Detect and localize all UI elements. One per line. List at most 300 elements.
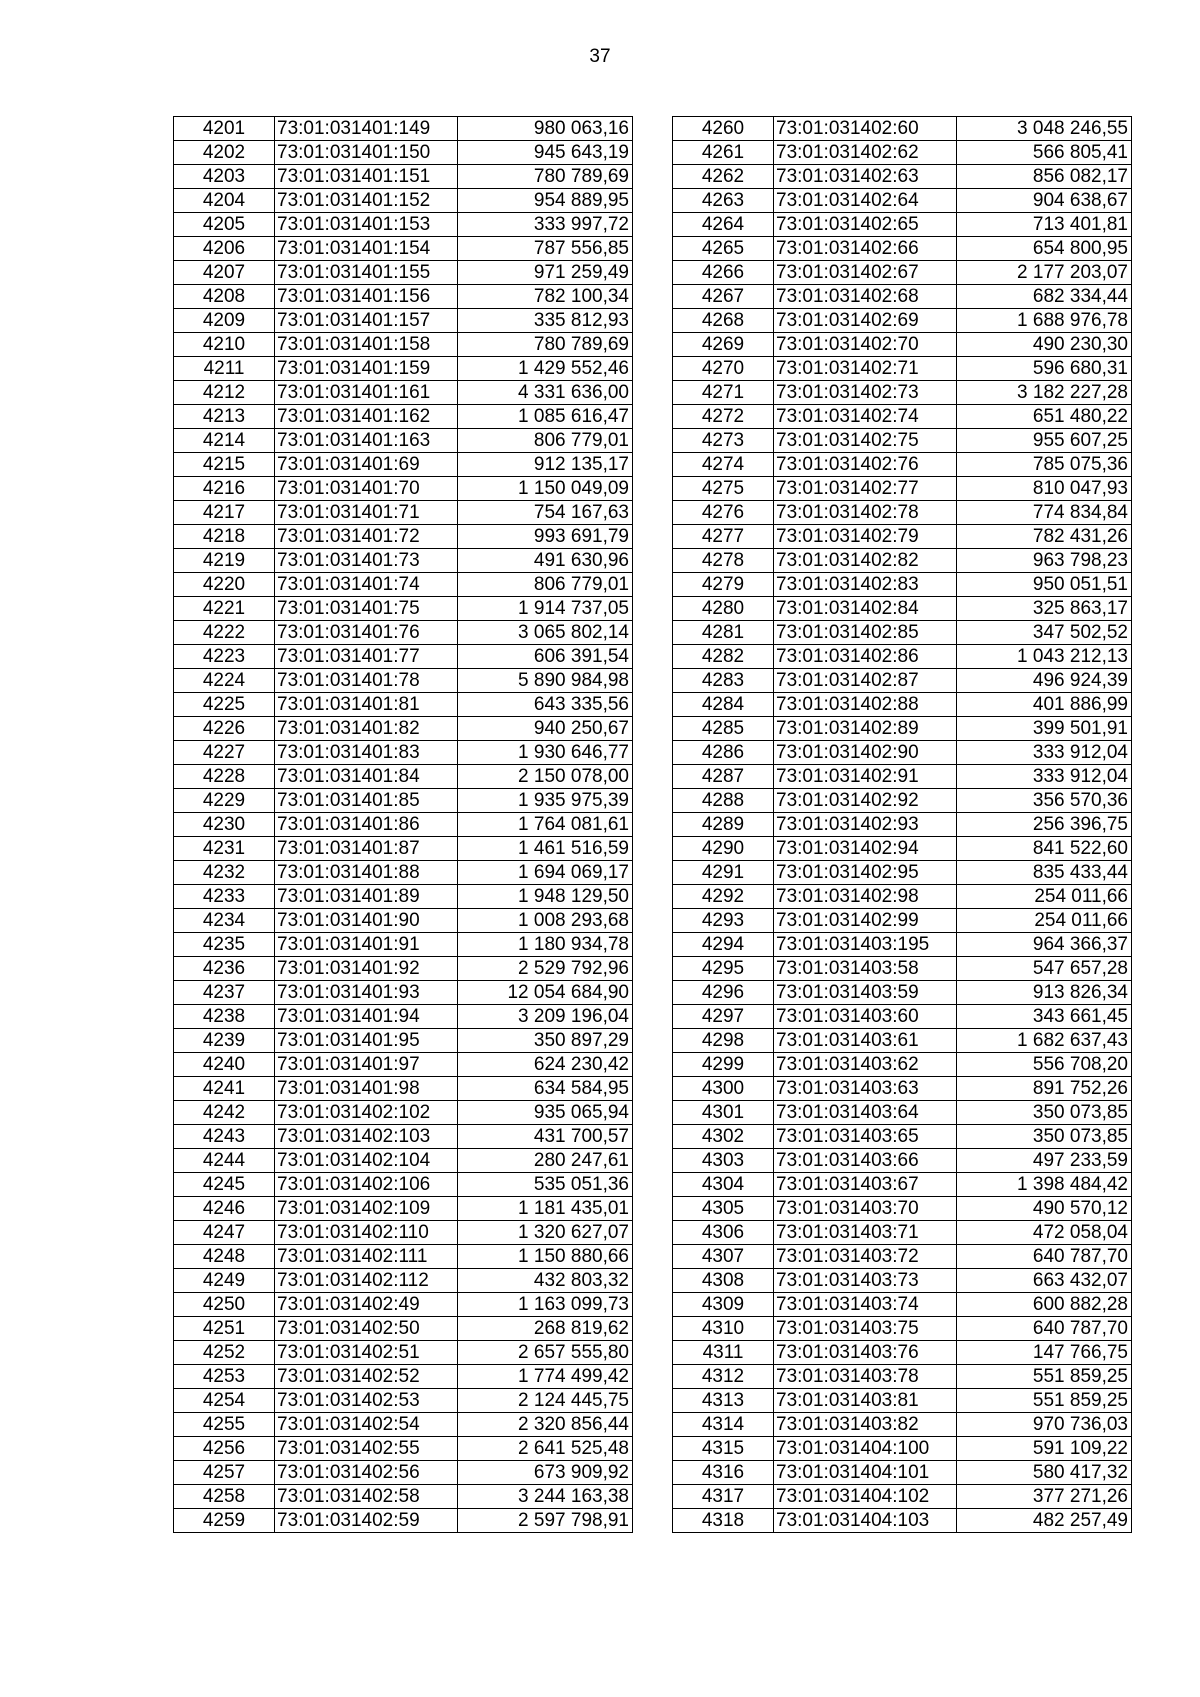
- cadastral-number: 73:01:031402:93: [774, 813, 957, 837]
- table-row: [673, 1317, 1132, 1341]
- row-number: 4314: [673, 1413, 774, 1437]
- row-number: 4263: [673, 189, 774, 213]
- cadastral-value: 806 779,01: [458, 573, 633, 597]
- cadastral-value: 1 008 293,68: [458, 909, 633, 933]
- row-number: 4318: [673, 1509, 774, 1533]
- table-row: [673, 669, 1132, 693]
- cadastral-number: 73:01:031402:71: [774, 357, 957, 381]
- table-row: [174, 741, 633, 765]
- cadastral-value: 350 897,29: [458, 1029, 633, 1053]
- cadastral-number: 73:01:031402:83: [774, 573, 957, 597]
- cadastral-number: 73:01:031401:150: [275, 141, 458, 165]
- table-row: [174, 1269, 633, 1293]
- cadastral-number: 73:01:031402:62: [774, 141, 957, 165]
- cadastral-number: 73:01:031402:84: [774, 597, 957, 621]
- cadastral-value: 1 914 737,05: [458, 597, 633, 621]
- row-number: 4248: [174, 1245, 275, 1269]
- row-number: 4223: [174, 645, 275, 669]
- row-number: 4246: [174, 1197, 275, 1221]
- cadastral-value: 399 501,91: [957, 717, 1132, 741]
- cadastral-value: 377 271,26: [957, 1485, 1132, 1509]
- cadastral-number: 73:01:031401:163: [275, 429, 458, 453]
- row-number: 4247: [174, 1221, 275, 1245]
- cadastral-number: 73:01:031403:67: [774, 1173, 957, 1197]
- cadastral-number: 73:01:031402:87: [774, 669, 957, 693]
- row-number: 4256: [174, 1437, 275, 1461]
- page-number: 37: [589, 46, 611, 67]
- table-row: [174, 549, 633, 573]
- row-number: 4287: [673, 765, 774, 789]
- row-number: 4265: [673, 237, 774, 261]
- cadastral-value: 566 805,41: [957, 141, 1132, 165]
- cadastral-number: 73:01:031401:98: [275, 1077, 458, 1101]
- table-row: [174, 717, 633, 741]
- cadastral-value: 806 779,01: [458, 429, 633, 453]
- cadastral-value: 4 331 636,00: [458, 381, 633, 405]
- cadastral-value: 651 480,22: [957, 405, 1132, 429]
- cadastral-number: 73:01:031402:68: [774, 285, 957, 309]
- cadastral-number: 73:01:031401:95: [275, 1029, 458, 1053]
- cadastral-value: 1 320 627,07: [458, 1221, 633, 1245]
- table-row: [174, 1125, 633, 1149]
- cadastral-value: 663 432,07: [957, 1269, 1132, 1293]
- row-number: 4206: [174, 237, 275, 261]
- row-number: 4211: [174, 357, 275, 381]
- cadastral-value: 1 398 484,42: [957, 1173, 1132, 1197]
- cadastral-number: 73:01:031402:76: [774, 453, 957, 477]
- cadastral-number: 73:01:031402:99: [774, 909, 957, 933]
- row-number: 4294: [673, 933, 774, 957]
- table-row: [673, 1053, 1132, 1077]
- table-row: [673, 909, 1132, 933]
- cadastral-number: 73:01:031401:90: [275, 909, 458, 933]
- row-number: 4299: [673, 1053, 774, 1077]
- table-row: [174, 1509, 633, 1533]
- row-number: 4244: [174, 1149, 275, 1173]
- table-row: [174, 1029, 633, 1053]
- table-row: [673, 789, 1132, 813]
- cadastral-number: 73:01:031402:88: [774, 693, 957, 717]
- table-row: [673, 189, 1132, 213]
- row-number: 4212: [174, 381, 275, 405]
- table-row: [174, 309, 633, 333]
- table-row: [174, 213, 633, 237]
- table-row: [174, 117, 633, 141]
- table-row: [174, 1173, 633, 1197]
- cadastral-number: 73:01:031401:82: [275, 717, 458, 741]
- row-number: 4203: [174, 165, 275, 189]
- cadastral-value: 912 135,17: [458, 453, 633, 477]
- row-number: 4308: [673, 1269, 774, 1293]
- table-row: [673, 213, 1132, 237]
- cadastral-number: 73:01:031401:152: [275, 189, 458, 213]
- row-number: 4209: [174, 309, 275, 333]
- row-number: 4217: [174, 501, 275, 525]
- table-row: [174, 261, 633, 285]
- table-row: [673, 957, 1132, 981]
- cadastral-number: 73:01:031403:66: [774, 1149, 957, 1173]
- row-number: 4253: [174, 1365, 275, 1389]
- row-number: 4302: [673, 1125, 774, 1149]
- cadastral-number: 73:01:031401:162: [275, 405, 458, 429]
- cadastral-number: 73:01:031404:101: [774, 1461, 957, 1485]
- row-number: 4228: [174, 765, 275, 789]
- cadastral-value: 350 073,85: [957, 1125, 1132, 1149]
- cadastral-value: 280 247,61: [458, 1149, 633, 1173]
- cadastral-value: 606 391,54: [458, 645, 633, 669]
- table-row: [174, 1293, 633, 1317]
- cadastral-number: 73:01:031402:78: [774, 501, 957, 525]
- row-number: 4207: [174, 261, 275, 285]
- row-number: 4221: [174, 597, 275, 621]
- row-number: 4252: [174, 1341, 275, 1365]
- cadastral-value: 254 011,66: [957, 909, 1132, 933]
- row-number: 4291: [673, 861, 774, 885]
- cadastral-value: 682 334,44: [957, 285, 1132, 309]
- row-number: 4241: [174, 1077, 275, 1101]
- table-row: [673, 1485, 1132, 1509]
- table-row: [673, 165, 1132, 189]
- cadastral-number: 73:01:031402:98: [774, 885, 957, 909]
- table-row: [673, 1077, 1132, 1101]
- cadastral-value: 2 150 078,00: [458, 765, 633, 789]
- cadastral-value: 904 638,67: [957, 189, 1132, 213]
- table-row: [673, 1413, 1132, 1437]
- row-number: 4202: [174, 141, 275, 165]
- cadastral-number: 73:01:031402:91: [774, 765, 957, 789]
- row-number: 4292: [673, 885, 774, 909]
- cadastral-number: 73:01:031401:88: [275, 861, 458, 885]
- cadastral-value: 1 930 646,77: [458, 741, 633, 765]
- cadastral-number: 73:01:031402:106: [275, 1173, 458, 1197]
- row-number: 4298: [673, 1029, 774, 1053]
- table-row: [174, 765, 633, 789]
- table-row: [174, 669, 633, 693]
- cadastral-number: 73:01:031401:75: [275, 597, 458, 621]
- table-row: [673, 1389, 1132, 1413]
- cadastral-number: 73:01:031402:86: [774, 645, 957, 669]
- table-row: [673, 573, 1132, 597]
- row-number: 4280: [673, 597, 774, 621]
- cadastral-number: 73:01:031403:60: [774, 1005, 957, 1029]
- cadastral-value: 254 011,66: [957, 885, 1132, 909]
- cadastral-value: 3 209 196,04: [458, 1005, 633, 1029]
- table-row: [673, 1149, 1132, 1173]
- cadastral-number: 73:01:031402:110: [275, 1221, 458, 1245]
- cadastral-value: 1 150 880,66: [458, 1245, 633, 1269]
- row-number: 4317: [673, 1485, 774, 1509]
- cadastral-value: 401 886,99: [957, 693, 1132, 717]
- table-row: [673, 813, 1132, 837]
- cadastral-number: 73:01:031402:67: [774, 261, 957, 285]
- table-row: [673, 357, 1132, 381]
- cadastral-number: 73:01:031403:76: [774, 1341, 957, 1365]
- row-number: 4303: [673, 1149, 774, 1173]
- row-number: 4301: [673, 1101, 774, 1125]
- cadastral-number: 73:01:031403:59: [774, 981, 957, 1005]
- cadastral-number: 73:01:031401:87: [275, 837, 458, 861]
- cadastral-value: 954 889,95: [458, 189, 633, 213]
- table-row: [174, 861, 633, 885]
- row-number: 4313: [673, 1389, 774, 1413]
- row-number: 4219: [174, 549, 275, 573]
- cadastral-number: 73:01:031401:94: [275, 1005, 458, 1029]
- row-number: 4267: [673, 285, 774, 309]
- cadastral-value: 2 529 792,96: [458, 957, 633, 981]
- row-number: 4232: [174, 861, 275, 885]
- row-number: 4279: [673, 573, 774, 597]
- row-number: 4284: [673, 693, 774, 717]
- cadastral-value: 347 502,52: [957, 621, 1132, 645]
- cadastral-number: 73:01:031403:82: [774, 1413, 957, 1437]
- row-number: 4234: [174, 909, 275, 933]
- cadastral-number: 73:01:031402:51: [275, 1341, 458, 1365]
- cadastral-number: 73:01:031401:155: [275, 261, 458, 285]
- row-number: 4249: [174, 1269, 275, 1293]
- row-number: 4216: [174, 477, 275, 501]
- cadastral-value: 970 736,03: [957, 1413, 1132, 1437]
- row-number: 4204: [174, 189, 275, 213]
- cadastral-number: 73:01:031401:69: [275, 453, 458, 477]
- cadastral-value: 431 700,57: [458, 1125, 633, 1149]
- table-row: [673, 333, 1132, 357]
- cadastral-number: 73:01:031401:91: [275, 933, 458, 957]
- cadastral-value: 3 182 227,28: [957, 381, 1132, 405]
- table-row: [673, 1029, 1132, 1053]
- row-number: 4231: [174, 837, 275, 861]
- row-number: 4268: [673, 309, 774, 333]
- table-row: [174, 885, 633, 909]
- cadastral-value: 1 150 049,09: [458, 477, 633, 501]
- table-row: [174, 1101, 633, 1125]
- table-row: [673, 621, 1132, 645]
- table-row: [673, 597, 1132, 621]
- cadastral-number: 73:01:031402:92: [774, 789, 957, 813]
- row-number: 4269: [673, 333, 774, 357]
- cadastral-value: 2 597 798,91: [458, 1509, 633, 1533]
- row-number: 4242: [174, 1101, 275, 1125]
- row-number: 4270: [673, 357, 774, 381]
- cadastral-number: 73:01:031402:56: [275, 1461, 458, 1485]
- row-number: 4213: [174, 405, 275, 429]
- cadastral-number: 73:01:031401:72: [275, 525, 458, 549]
- cadastral-value: 640 787,70: [957, 1317, 1132, 1341]
- cadastral-number: 73:01:031402:102: [275, 1101, 458, 1125]
- table-row: [174, 933, 633, 957]
- cadastral-number: 73:01:031401:77: [275, 645, 458, 669]
- cadastral-value: 1 935 975,39: [458, 789, 633, 813]
- cadastral-value: 964 366,37: [957, 933, 1132, 957]
- cadastral-value: 2 320 856,44: [458, 1413, 633, 1437]
- table-row: [174, 837, 633, 861]
- row-number: 4282: [673, 645, 774, 669]
- cadastral-value: 713 401,81: [957, 213, 1132, 237]
- row-number: 4307: [673, 1245, 774, 1269]
- cadastral-number: 73:01:031402:109: [275, 1197, 458, 1221]
- row-number: 4312: [673, 1365, 774, 1389]
- row-number: 4315: [673, 1437, 774, 1461]
- table-row: [174, 429, 633, 453]
- cadastral-number: 73:01:031401:156: [275, 285, 458, 309]
- table-row: [673, 1509, 1132, 1533]
- right-table-body: [673, 117, 1132, 1533]
- row-number: 4235: [174, 933, 275, 957]
- cadastral-value: 1 429 552,46: [458, 357, 633, 381]
- row-number: 4220: [174, 573, 275, 597]
- table-row: [673, 405, 1132, 429]
- cadastral-value: 432 803,32: [458, 1269, 633, 1293]
- row-number: 4238: [174, 1005, 275, 1029]
- cadastral-value: 350 073,85: [957, 1101, 1132, 1125]
- table-row: [673, 117, 1132, 141]
- row-number: 4272: [673, 405, 774, 429]
- cadastral-number: 73:01:031401:83: [275, 741, 458, 765]
- cadastral-value: 147 766,75: [957, 1341, 1132, 1365]
- table-row: [673, 765, 1132, 789]
- row-number: 4273: [673, 429, 774, 453]
- table-row: [673, 141, 1132, 165]
- table-row: [174, 1389, 633, 1413]
- cadastral-value: 596 680,31: [957, 357, 1132, 381]
- cadastral-number: 73:01:031401:158: [275, 333, 458, 357]
- cadastral-value: 3 065 802,14: [458, 621, 633, 645]
- row-number: 4257: [174, 1461, 275, 1485]
- cadastral-value: 3 048 246,55: [957, 117, 1132, 141]
- cadastral-number: 73:01:031402:90: [774, 741, 957, 765]
- row-number: 4274: [673, 453, 774, 477]
- row-number: 4277: [673, 525, 774, 549]
- cadastral-value: 490 570,12: [957, 1197, 1132, 1221]
- row-number: 4222: [174, 621, 275, 645]
- row-number: 4281: [673, 621, 774, 645]
- row-number: 4254: [174, 1389, 275, 1413]
- cadastral-value: 754 167,63: [458, 501, 633, 525]
- cadastral-value: 1 085 616,47: [458, 405, 633, 429]
- cadastral-value: 3 244 163,38: [458, 1485, 633, 1509]
- cadastral-value: 980 063,16: [458, 117, 633, 141]
- table-row: [673, 885, 1132, 909]
- row-number: 4296: [673, 981, 774, 1005]
- cadastral-number: 73:01:031401:159: [275, 357, 458, 381]
- cadastral-number: 73:01:031401:97: [275, 1053, 458, 1077]
- cadastral-value: 535 051,36: [458, 1173, 633, 1197]
- cadastral-value: 780 789,69: [458, 333, 633, 357]
- cadastral-number: 73:01:031402:112: [275, 1269, 458, 1293]
- table-row: [673, 237, 1132, 261]
- row-number: 4260: [673, 117, 774, 141]
- table-row: [174, 1341, 633, 1365]
- cadastral-number: 73:01:031402:50: [275, 1317, 458, 1341]
- row-number: 4278: [673, 549, 774, 573]
- table-row: [673, 645, 1132, 669]
- cadastral-number: 73:01:031403:61: [774, 1029, 957, 1053]
- cadastral-value: 785 075,36: [957, 453, 1132, 477]
- row-number: 4226: [174, 717, 275, 741]
- cadastral-number: 73:01:031402:75: [774, 429, 957, 453]
- table-row: [174, 1413, 633, 1437]
- cadastral-number: 73:01:031401:71: [275, 501, 458, 525]
- cadastral-value: 1 694 069,17: [458, 861, 633, 885]
- cadastral-number: 73:01:031401:70: [275, 477, 458, 501]
- table-row: [174, 813, 633, 837]
- row-number: 4233: [174, 885, 275, 909]
- cadastral-number: 73:01:031401:92: [275, 957, 458, 981]
- table-row: [174, 189, 633, 213]
- cadastral-number: 73:01:031402:70: [774, 333, 957, 357]
- cadastral-value: 780 789,69: [458, 165, 633, 189]
- cadastral-value: 640 787,70: [957, 1245, 1132, 1269]
- row-number: 4243: [174, 1125, 275, 1149]
- cadastral-value: 624 230,42: [458, 1053, 633, 1077]
- cadastral-number: 73:01:031402:58: [275, 1485, 458, 1509]
- cadastral-value: 325 863,17: [957, 597, 1132, 621]
- table-row: [673, 1221, 1132, 1245]
- table-row: [673, 1005, 1132, 1029]
- cadastral-value: 1 043 212,13: [957, 645, 1132, 669]
- table-row: [673, 1437, 1132, 1461]
- cadastral-value: 491 630,96: [458, 549, 633, 573]
- table-row: [174, 693, 633, 717]
- row-number: 4230: [174, 813, 275, 837]
- table-row: [174, 1365, 633, 1389]
- cadastral-number: 73:01:031401:85: [275, 789, 458, 813]
- cadastral-number: 73:01:031401:154: [275, 237, 458, 261]
- row-number: 4293: [673, 909, 774, 933]
- cadastral-number: 73:01:031401:161: [275, 381, 458, 405]
- row-number: 4205: [174, 213, 275, 237]
- row-number: 4316: [673, 1461, 774, 1485]
- cadastral-number: 73:01:031402:82: [774, 549, 957, 573]
- cadastral-value: 913 826,34: [957, 981, 1132, 1005]
- row-number: 4255: [174, 1413, 275, 1437]
- cadastral-value: 950 051,51: [957, 573, 1132, 597]
- cadastral-number: 73:01:031402:85: [774, 621, 957, 645]
- cadastral-number: 73:01:031402:54: [275, 1413, 458, 1437]
- table-row: [174, 1005, 633, 1029]
- cadastral-value: 654 800,95: [957, 237, 1132, 261]
- table-row: [174, 1245, 633, 1269]
- table-row: [673, 1197, 1132, 1221]
- row-number: 4264: [673, 213, 774, 237]
- cadastral-number: 73:01:031402:94: [774, 837, 957, 861]
- cadastral-value: 787 556,85: [458, 237, 633, 261]
- cadastral-value: 634 584,95: [458, 1077, 633, 1101]
- table-row: [673, 285, 1132, 309]
- cadastral-value: 551 859,25: [957, 1389, 1132, 1413]
- cadastral-value: 993 691,79: [458, 525, 633, 549]
- row-number: 4311: [673, 1341, 774, 1365]
- cadastral-number: 73:01:031403:81: [774, 1389, 957, 1413]
- table-row: [174, 1437, 633, 1461]
- table-row: [174, 165, 633, 189]
- cadastral-number: 73:01:031403:74: [774, 1293, 957, 1317]
- row-number: 4288: [673, 789, 774, 813]
- row-number: 4210: [174, 333, 275, 357]
- cadastral-value: 1 180 934,78: [458, 933, 633, 957]
- cadastral-value: 556 708,20: [957, 1053, 1132, 1077]
- table-row: [174, 597, 633, 621]
- cadastral-value: 940 250,67: [458, 717, 633, 741]
- table-row: [174, 285, 633, 309]
- cadastral-number: 73:01:031402:63: [774, 165, 957, 189]
- table-row: [174, 573, 633, 597]
- table-row: [174, 405, 633, 429]
- table-row: [174, 1461, 633, 1485]
- table-row: [673, 1245, 1132, 1269]
- table-row: [673, 501, 1132, 525]
- cadastral-value: 1 688 976,78: [957, 309, 1132, 333]
- cadastral-value: 856 082,17: [957, 165, 1132, 189]
